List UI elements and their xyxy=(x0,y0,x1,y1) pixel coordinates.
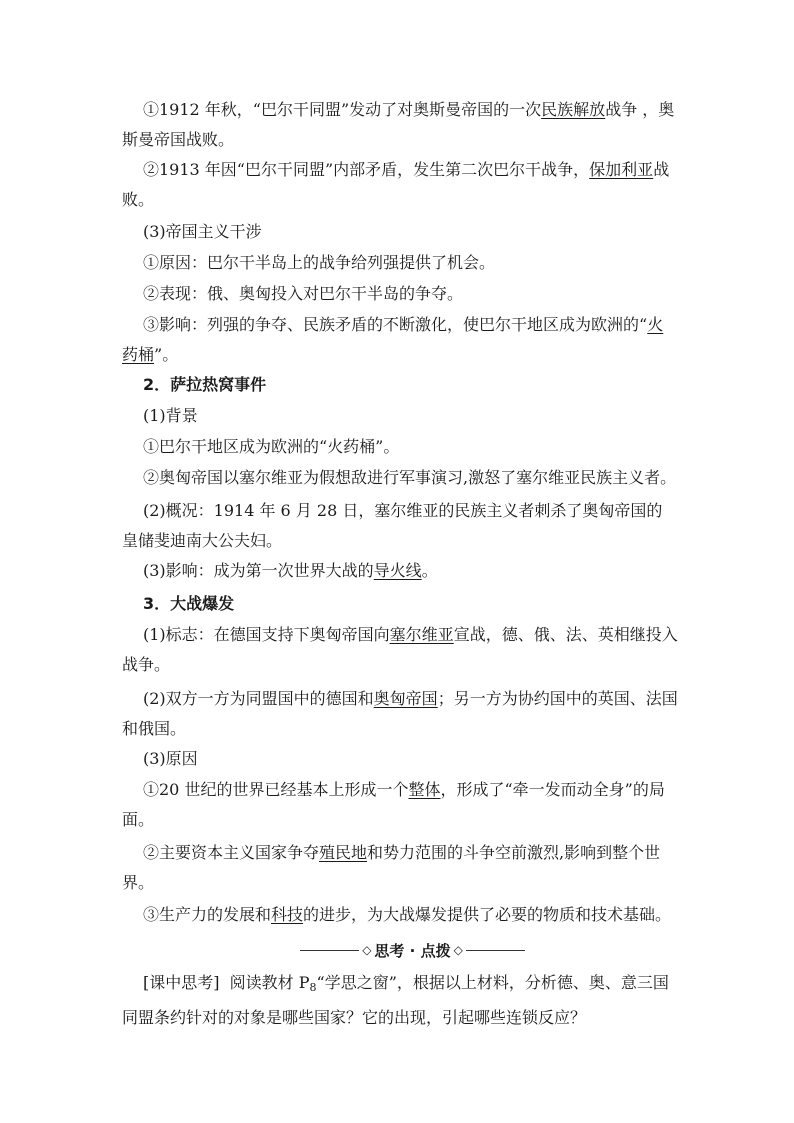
paragraph-question: [课中思考] 阅读教材 $P_8“$学思之窗”，根据以上材料，分析德、奥、意三国同盟条约针对的对象是哪些国家？它的出现，引起哪些连锁反应？ xyxy=(122,973,669,1027)
diamond-icon: ◇ xyxy=(362,943,372,957)
underlined-term: 整体 xyxy=(408,780,441,799)
underlined-term: 科技 xyxy=(271,905,304,924)
underlined-term: 火药桶 xyxy=(122,315,664,364)
paragraph-manifestation: ②表现：俄、奥匈投入对巴尔干半岛的争夺。 xyxy=(143,284,464,303)
paragraph-reason-3: ③生产力的发展和科技的进步，为大战爆发提供了必要的物质和技术基础。 xyxy=(143,905,672,924)
question-tag: [课中思考] xyxy=(143,973,220,992)
paragraph-impact: (3)影响：成为第一次世界大战的导火线。 xyxy=(143,561,438,580)
paragraph-balkan-war-1: ①1912 年秋，“巴尔干同盟”发动了对奥斯曼帝国的一次民族解放战争 ，奥斯曼帝国战败。 xyxy=(122,100,675,149)
divider-line-right xyxy=(466,950,525,951)
subheading-imperialist-intervention: (3)帝国主义干涉 xyxy=(143,222,262,241)
paragraph-cause: ①原因：巴尔干半岛上的战争给列强提供了机会。 xyxy=(143,253,496,272)
paragraph-background-1: ①巴尔干地区成为欧洲的“火药桶”。 xyxy=(143,437,400,456)
underlined-term: 保加利亚 xyxy=(589,160,654,179)
section-heading-sarajevo: 2．萨拉热窝事件 xyxy=(143,375,267,394)
section-divider xyxy=(300,936,525,964)
paragraph-background-2: ②奥匈帝国以塞尔维亚为假想敌进行军事演习,激怒了塞尔维亚民族主义者。 xyxy=(143,468,677,487)
subheading-reasons: (3)原因 xyxy=(143,749,198,768)
diamond-icon: ◇ xyxy=(453,943,463,957)
paragraph-influence: ③影响：列强的争夺、民族矛盾的不断激化，使巴尔干地区成为欧洲的“火药桶”。 xyxy=(122,315,664,364)
divider-line-left xyxy=(300,950,359,951)
paragraph-sign: (1)标志：在德国支持下奥匈帝国向塞尔维亚宣战，德、俄、法、英相继投入战争。 xyxy=(122,625,678,674)
paragraph-sides: (2)双方一方为同盟国中的德国和奥匈帝国；另一方为协约国中的英国、法国和俄国。 xyxy=(122,689,678,738)
underlined-term: 塞尔维亚 xyxy=(389,625,454,644)
underlined-term: 导火线 xyxy=(373,561,422,580)
paragraph-reason-2: ②主要资本主义国家争夺殖民地和势力范围的斗争空前激烈,影响到整个世界。 xyxy=(122,843,661,892)
underlined-term: 奥匈帝国 xyxy=(373,689,438,708)
paragraph-balkan-war-2: ②1913 年因“巴尔干同盟”内部矛盾，发生第二次巴尔干战争，保加利亚战败。 xyxy=(122,160,670,209)
section-heading-war-outbreak: 3．大战爆发 xyxy=(143,594,235,613)
subheading-background: (1)背景 xyxy=(143,406,198,425)
underlined-term: 民族解放 xyxy=(541,100,606,119)
divider-label: 思考 · 点拨 xyxy=(374,941,451,960)
underlined-term: 殖民地 xyxy=(319,843,368,862)
paragraph-reason-1: ①20 世纪的世界已经基本上形成一个整体，形成了“牵一发而动全身”的局面。 xyxy=(122,780,665,829)
paragraph-overview: (2)概况：1914 年 6 月 28 日，塞尔维亚的民族主义者刺杀了奥匈帝国的皇储斐迪南大公夫妇。 xyxy=(122,501,663,550)
